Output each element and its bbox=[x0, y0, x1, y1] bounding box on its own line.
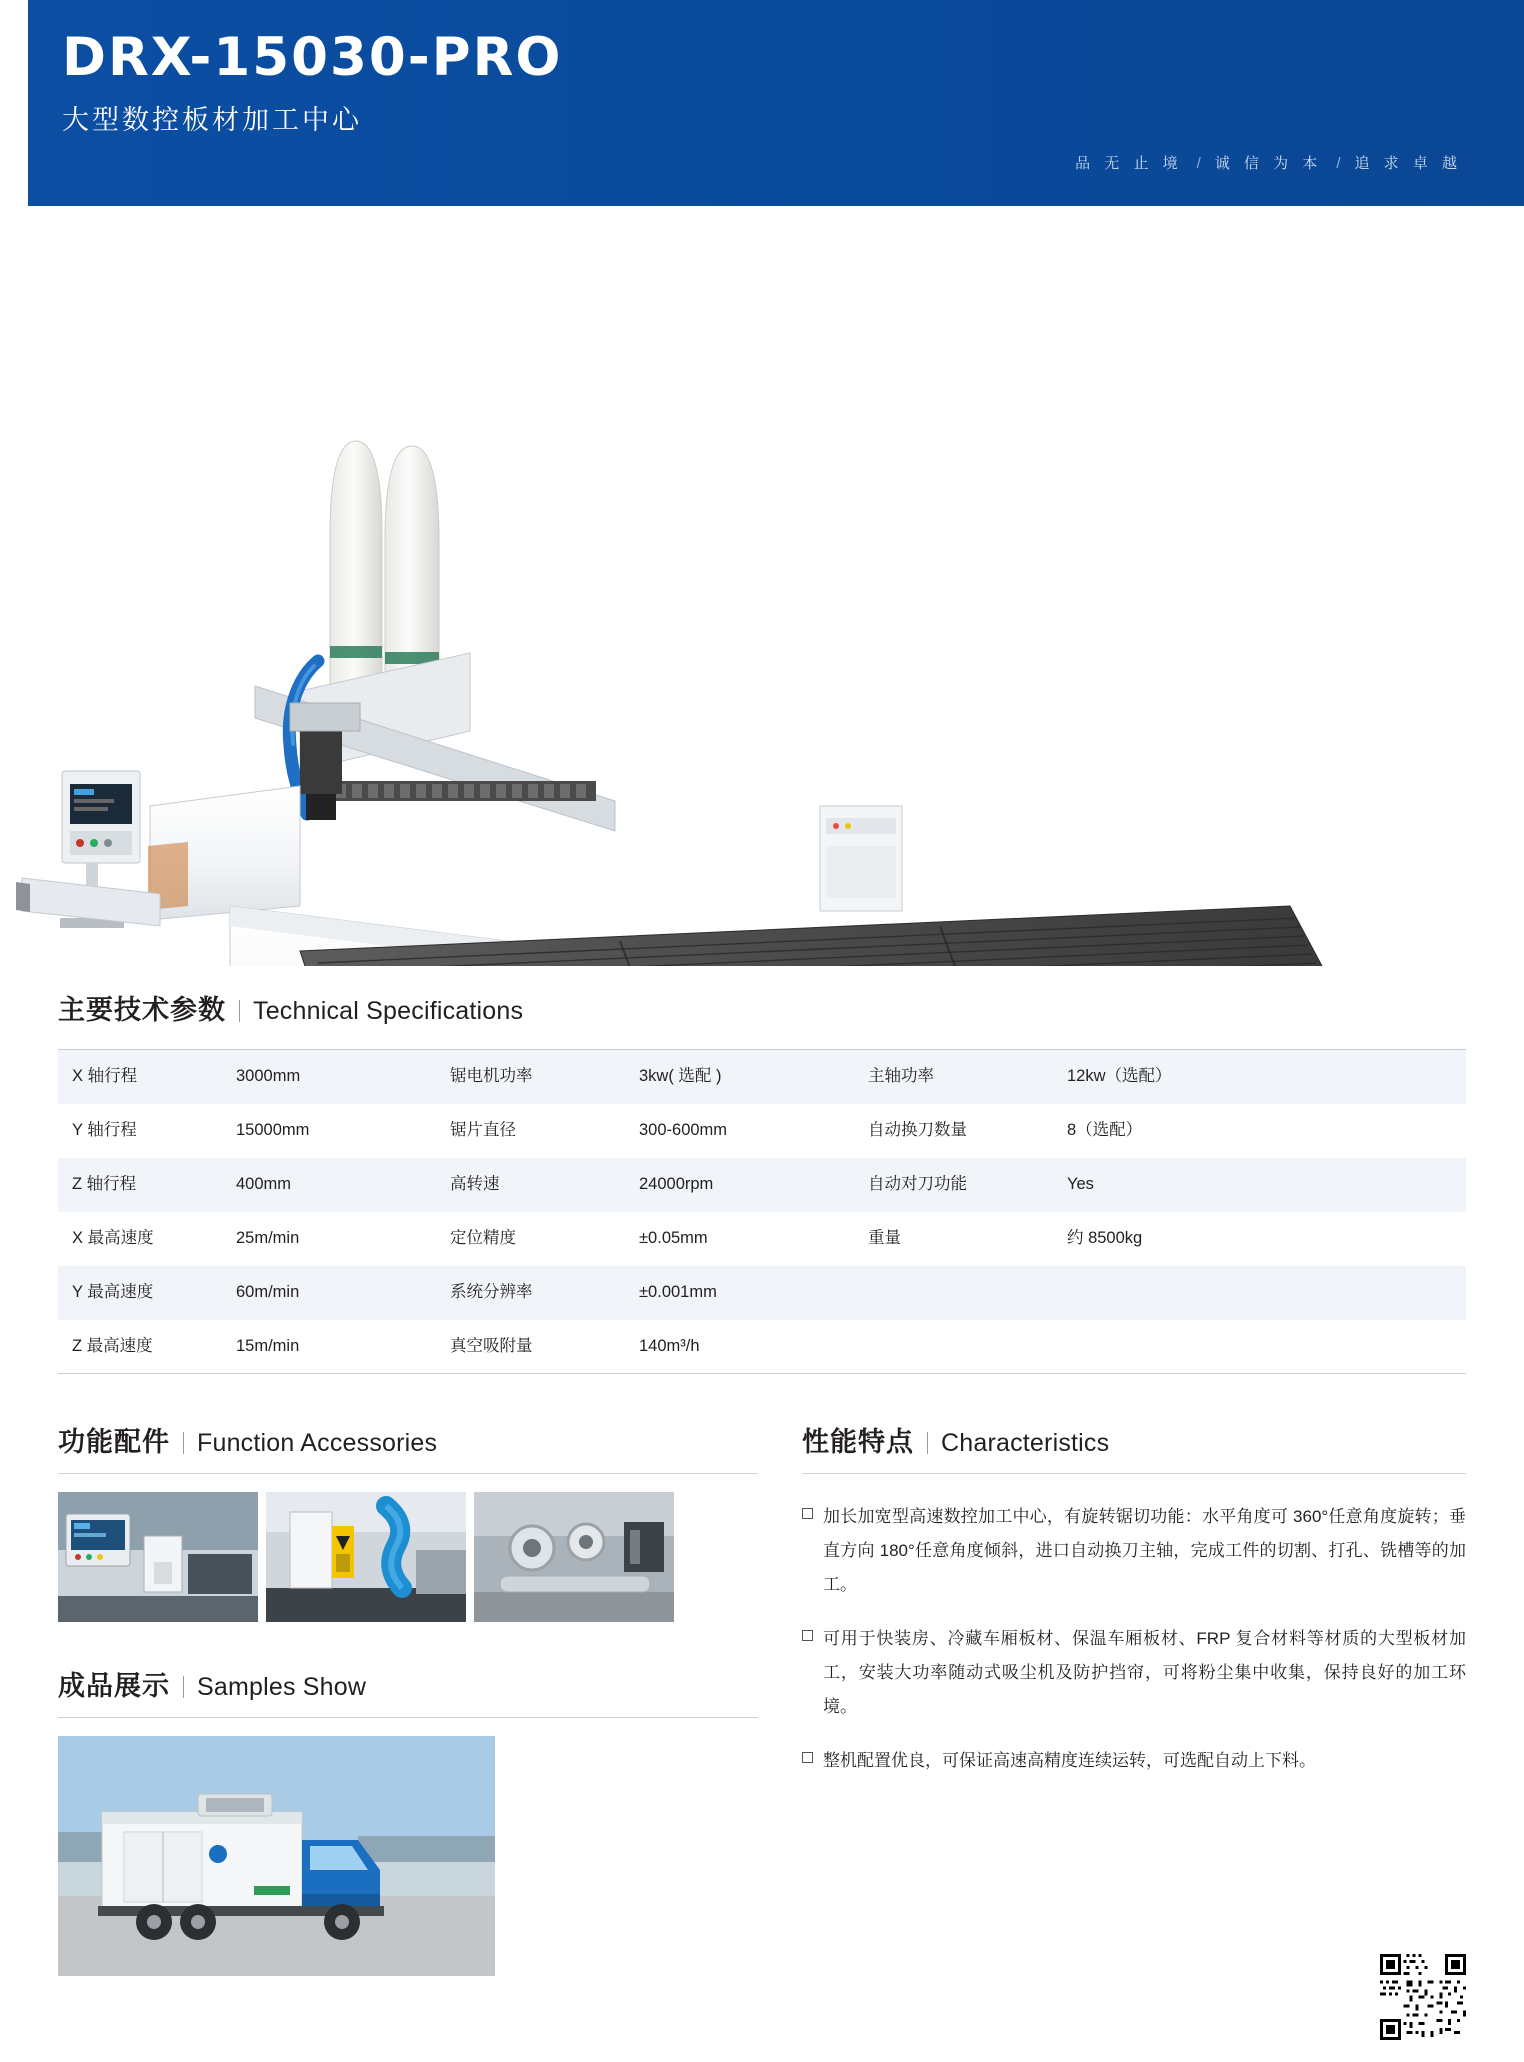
product-subtitle: 大型数控板材加工中心 bbox=[62, 104, 362, 135]
spec-value bbox=[1053, 1320, 1466, 1374]
spec-label: 定位精度 bbox=[450, 1228, 516, 1247]
spec-value: 3000mm bbox=[236, 1067, 301, 1086]
spec-value: ±0.001mm bbox=[639, 1282, 717, 1301]
samples-underline bbox=[58, 1717, 758, 1718]
square-bullet-icon bbox=[802, 1752, 813, 1763]
spec-value: 12kw（选配） bbox=[1067, 1067, 1172, 1086]
spec-value: 15m/min bbox=[236, 1336, 300, 1355]
accessory-image-2 bbox=[266, 1492, 466, 1622]
samples-heading-cn: 成品展示 bbox=[58, 1671, 170, 1701]
list-item bbox=[802, 1500, 1466, 1602]
heading-divider bbox=[927, 1432, 928, 1454]
technical-specifications-section bbox=[58, 988, 1466, 1374]
spec-label bbox=[854, 1266, 1053, 1320]
slogan-part-2: 诚 信 为 本 bbox=[1214, 155, 1323, 172]
tool-changer-photo bbox=[474, 1492, 674, 1622]
table-row bbox=[58, 1050, 1466, 1104]
header-title-block bbox=[62, 27, 563, 137]
spec-value: ±0.05mm bbox=[639, 1228, 708, 1247]
spec-value: 约 8500kg bbox=[1067, 1228, 1143, 1247]
heading-divider bbox=[239, 1000, 240, 1022]
spec-label: Y 最高速度 bbox=[72, 1282, 154, 1301]
list-item bbox=[802, 1744, 1466, 1778]
table-row bbox=[58, 1212, 1466, 1266]
list-item bbox=[802, 1622, 1466, 1724]
spec-value: Yes bbox=[1067, 1174, 1094, 1193]
accessory-image-1 bbox=[58, 1492, 258, 1622]
specs-heading bbox=[58, 988, 1466, 1027]
specs-heading-cn: 主要技术参数 bbox=[58, 995, 226, 1025]
slogan-part-1: 品 无 止 境 bbox=[1075, 155, 1183, 172]
characteristics-list bbox=[802, 1500, 1466, 1778]
header-slogan bbox=[1075, 152, 1462, 173]
table-row bbox=[58, 1104, 1466, 1158]
right-column bbox=[802, 1420, 1466, 1976]
accessories-heading bbox=[58, 1420, 758, 1459]
characteristics-heading-en: Characteristics bbox=[941, 1429, 1110, 1457]
left-column bbox=[58, 1420, 758, 1976]
spec-label: 锯片直径 bbox=[450, 1120, 516, 1139]
header-left-white-bar bbox=[0, 0, 28, 206]
spec-value: 25m/min bbox=[236, 1228, 300, 1247]
spindle-hose-photo bbox=[266, 1492, 466, 1622]
characteristic-text: 整机配置优良，可保证高速高精度连续运转，可选配自动上下料。 bbox=[823, 1751, 1316, 1770]
specs-table bbox=[58, 1049, 1466, 1374]
page-header bbox=[0, 0, 1524, 206]
heading-divider bbox=[183, 1432, 184, 1454]
spec-value: 400mm bbox=[236, 1174, 292, 1193]
spec-label: 锯电机功率 bbox=[450, 1067, 533, 1086]
control-panel-photo bbox=[58, 1492, 258, 1622]
table-row bbox=[58, 1158, 1466, 1212]
spec-value: 8（选配） bbox=[1067, 1120, 1143, 1139]
accessories-underline bbox=[58, 1473, 758, 1474]
accessories-heading-cn: 功能配件 bbox=[58, 1427, 170, 1457]
accessory-image-3 bbox=[474, 1492, 674, 1622]
table-row bbox=[58, 1320, 1466, 1374]
table-row bbox=[58, 1266, 1466, 1320]
square-bullet-icon bbox=[802, 1508, 813, 1519]
spec-label: 重量 bbox=[868, 1228, 901, 1247]
samples-heading bbox=[58, 1664, 758, 1703]
machine-illustration bbox=[0, 206, 1524, 966]
heading-divider bbox=[183, 1676, 184, 1698]
bottom-sections bbox=[58, 1420, 1466, 1976]
spec-label: 主轴功率 bbox=[868, 1067, 934, 1086]
spec-label bbox=[854, 1320, 1053, 1374]
spec-value: 300-600mm bbox=[639, 1120, 728, 1139]
electrical-cabinet bbox=[820, 806, 902, 911]
qr-code-image bbox=[1380, 1954, 1466, 2040]
specs-heading-en: Technical Specifications bbox=[253, 997, 524, 1025]
spec-label: 真空吸附量 bbox=[450, 1336, 533, 1355]
square-bullet-icon bbox=[802, 1630, 813, 1641]
spec-label: 系统分辨率 bbox=[450, 1282, 533, 1301]
qr-code bbox=[1380, 1954, 1466, 2040]
characteristic-text: 加长加宽型高速数控加工中心，有旋转锯切功能：水平角度可 360°任意角度旋转；垂直方向 180°任意角度倾斜，进口自动换刀主轴，完成工件的切割、打孔、铣槽等的加工。 bbox=[823, 1507, 1466, 1594]
spec-label: 高转速 bbox=[450, 1174, 500, 1193]
product-model-title: DRX-15030-PRO bbox=[62, 27, 563, 88]
accessories-heading-en: Function Accessories bbox=[197, 1429, 438, 1457]
page-bottom-spacer bbox=[0, 1976, 1524, 2036]
spec-value: 60m/min bbox=[236, 1282, 300, 1301]
spec-label: 自动对刀功能 bbox=[868, 1174, 967, 1193]
characteristic-text: 可用于快装房、冷藏车厢板材、保温车厢板材、FRP 复合材料等材质的大型板材加工，安装大功率随动式吸尘机及防护挡帘，可将粉尘集中收集，保持良好的加工环境。 bbox=[823, 1629, 1466, 1716]
spec-value: 15000mm bbox=[236, 1120, 310, 1139]
slogan-part-3: 追 求 卓 越 bbox=[1354, 155, 1462, 172]
spec-label: Y 轴行程 bbox=[72, 1120, 137, 1139]
characteristics-underline bbox=[802, 1473, 1466, 1474]
slogan-separator-1: / bbox=[1196, 155, 1201, 172]
refrigerated-truck-photo bbox=[58, 1736, 495, 1976]
characteristics-heading bbox=[802, 1420, 1466, 1459]
spec-value: 3kw( 选配 ) bbox=[639, 1067, 722, 1086]
accessories-thumbnails bbox=[58, 1492, 758, 1622]
samples-heading-en: Samples Show bbox=[197, 1673, 367, 1701]
spec-value: 24000rpm bbox=[639, 1174, 714, 1193]
spec-label: 自动换刀数量 bbox=[868, 1120, 967, 1139]
spec-label: Z 轴行程 bbox=[72, 1174, 137, 1193]
characteristics-heading-cn: 性能特点 bbox=[802, 1427, 914, 1457]
slogan-separator-2: / bbox=[1336, 155, 1341, 172]
spec-label: X 轴行程 bbox=[72, 1067, 138, 1086]
spec-value bbox=[1053, 1266, 1466, 1320]
spec-label: Z 最高速度 bbox=[72, 1336, 153, 1355]
spec-value: 140m³/h bbox=[639, 1336, 700, 1355]
sample-image-1 bbox=[58, 1736, 495, 1976]
product-hero-image bbox=[0, 206, 1524, 966]
spec-label: X 最高速度 bbox=[72, 1228, 154, 1247]
